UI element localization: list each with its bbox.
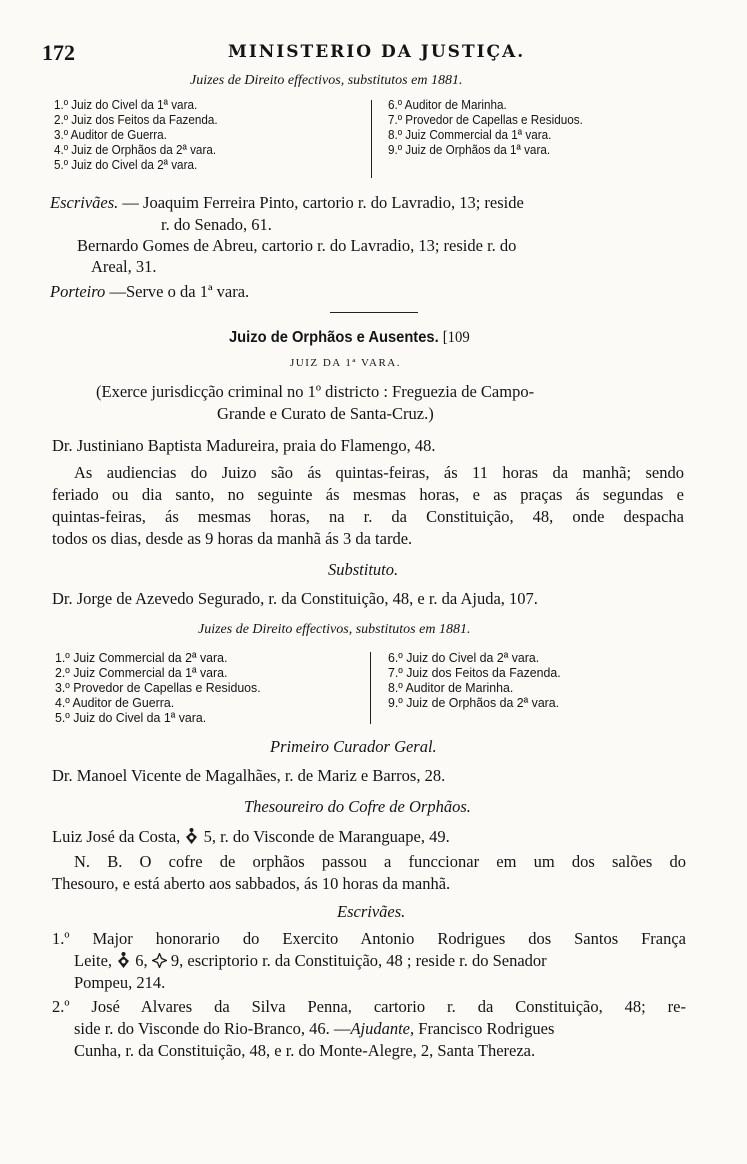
esc2-ajudante: Ajudante, [350,1019,415,1038]
audiencias-line3: quintas-feiras, ás mesmas horas, na r. da Constituição, 48, onde despacha [52,507,684,526]
list-item: 4.º Juiz de Orphãos da 2ª vara. [54,142,217,157]
section1-list-left [54,97,218,172]
porteiro-label: Porteiro [50,282,106,301]
escrivao-entry-2-line1: 2.º José Alvares da Silva Penna, cartorio r. da Constituição, 48; re- [52,997,686,1016]
column-divider [371,100,372,178]
section2-heading-ref: [109 [442,329,470,346]
section2-subtitle: Juizes de Direito effectivos, substitutos em 1881. [198,622,471,637]
thesoureiro-heading: Thesoureiro do Cofre de Orphãos. [244,797,471,816]
section2-subheading: JUIZ DA 1ª VARA. [290,357,401,369]
list-item: 4.º Auditor de Guerra. [55,695,175,710]
esc2-part-a: side r. do Visconde do Rio-Branco, 46. — [74,1019,351,1038]
nb-line2: Thesouro, e está aberto aos sabbados, ás 10 horas da manhã. [52,874,451,893]
substituto-heading: Substituto. [328,560,399,579]
column-divider [370,652,371,724]
porteiro-text: —Serve o da 1ª vara. [109,282,250,301]
list-item: 8.º Auditor de Marinha. [388,680,514,695]
section2-heading-text: Juizo de Orphãos e Ausentes. [229,329,439,346]
section2-list-left [55,650,261,725]
esc2-part-c: Francisco Rodrigues [418,1019,555,1038]
escrivao-2-line2: Areal, 31. [91,257,157,276]
curador: Dr. Manoel Vicente de Magalhães, r. de Mariz e Barros, 28. [52,766,446,785]
escrivao-entry-2-line3: Cunha, r. da Constituição, 48, e r. do Monte-Alegre, 2, Santa Thereza. [74,1041,536,1060]
esc1-part-b: 6, [135,951,148,970]
page-number: 172 [42,40,75,65]
thesoureiro-address: 5, r. do Visconde de Maranguape, 49. [203,827,450,846]
list-item: 1.º Juiz Commercial da 2ª vara. [55,650,228,665]
judge: Dr. Justiniano Baptista Madureira, praia do Flamengo, 48. [52,436,436,455]
list-item: 5.º Juiz do Civel da 1ª vara. [55,710,207,725]
jurisdiction-line1: (Exerce jurisdicção criminal no 1º districto : Freguezia de Campo- [96,382,535,401]
escrivao-entry-2-line2 [74,1019,554,1039]
list-item: 7.º Juiz dos Feitos da Fazenda. [388,665,561,680]
thesoureiro-name: Luiz José da Costa, [52,827,181,846]
star-cross-icon [152,953,167,973]
esc1-part-c: 9, escriptorio r. da Constituição, 48 ; reside r. do Senador [170,951,547,970]
jurisdiction-line2: Grande e Curato de Santa-Cruz.) [217,404,434,423]
esc1-part-a: Leite, [74,951,113,970]
section2-heading [229,329,470,347]
order-emblem-icon [116,951,131,974]
section2-list-right [388,650,561,710]
audiencias-line2: feriado ou dia santo, no seguinte ás mesmas horas, e as praças ás segundas e [52,485,684,504]
list-item: 2.º Juiz Commercial da 1ª vara. [55,665,228,680]
escrivao-entry-1-line3: Pompeu, 214. [74,973,166,992]
escrivao-2-line1: Bernardo Gomes de Abreu, cartorio r. do Lavradio, 13; reside r. do [77,236,517,255]
page-title: MINISTERIO DA JUSTIÇA. [228,42,526,62]
escrivao-1-line1: — Joaquim Ferreira Pinto, cartorio r. do Lavradio, 13; reside [122,193,524,212]
escrivaes-heading: Escrivães. [337,902,406,921]
list-item: 5.º Juiz do Civel da 2ª vara. [54,157,198,172]
list-item: 7.º Provedor de Capellas e Residuos. [388,112,583,127]
porteiro [50,282,249,302]
audiencias-line4: todos os dias, desde as 9 horas da manhã ás 3 da tarde. [52,529,413,548]
escrivaes-label: Escrivães. [50,193,119,212]
order-emblem-icon [184,827,199,850]
list-item: 6.º Juiz do Civel da 2ª vara. [388,650,540,665]
audiencias-line1: As audiencias do Juizo são ás quintas-feiras, ás 11 horas da manhã; sendo [74,463,684,482]
section1-list-right [388,97,583,157]
list-item: 8.º Juiz Commercial da 1ª vara. [388,127,552,142]
escrivao-entry-1-line1: 1.º Major honorario do Exercito Antonio Rodrigues dos Santos França [52,929,686,948]
list-item: 3.º Auditor de Guerra. [54,127,167,142]
nb-line1: N. B. O cofre de orphãos passou a funccionar em um dos salões do [74,852,686,871]
escrivao-entry-1-line2 [74,951,547,974]
substituto: Dr. Jorge de Azevedo Segurado, r. da Constituição, 48, e r. da Ajuda, 107. [52,589,538,608]
list-item: 2.º Juiz dos Feitos da Fazenda. [54,112,218,127]
list-item: 1.º Juiz do Civel da 1ª vara. [54,97,198,112]
escrivao-1 [50,193,686,213]
escrivao-1-line2: r. do Senado, 61. [161,215,272,234]
section1-subtitle: Juizes de Direito effectivos, substitutos em 1881. [190,73,463,88]
section-divider [330,312,418,313]
list-item: 9.º Juiz de Orphãos da 2ª vara. [388,695,560,710]
list-item: 3.º Provedor de Capellas e Residuos. [55,680,261,695]
list-item: 6.º Auditor de Marinha. [388,97,507,112]
curador-heading: Primeiro Curador Geral. [270,737,437,756]
thesoureiro [52,827,450,850]
list-item: 9.º Juiz de Orphãos da 1ª vara. [388,142,551,157]
